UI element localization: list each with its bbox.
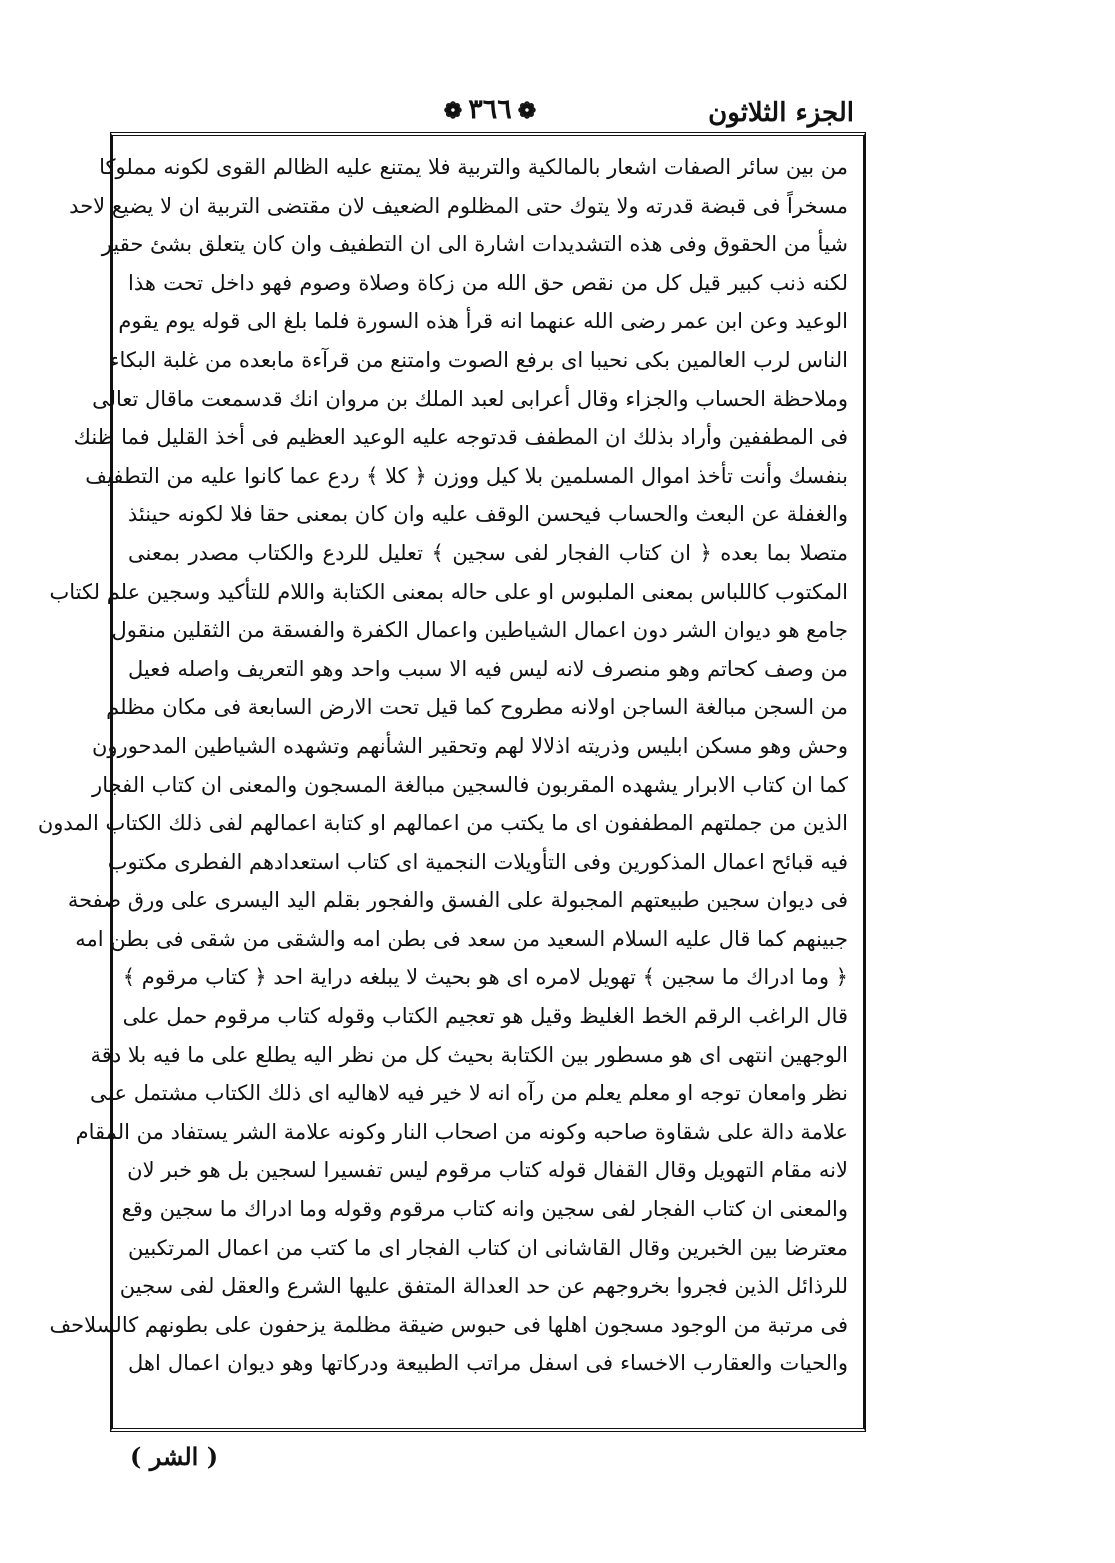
text-line: قال الراغب الرقم الخط الغليظ وقيل هو تعجيم الكتاب وقوله كتاب مرقوم حمل على bbox=[122, 1004, 848, 1029]
text-line: شيأ من الحقوق وفى هذه التشديدات اشارة الى ان التطفيف وان كان يتعلق بشئ حقير bbox=[101, 232, 848, 257]
text-line: جامع هو ديوان الشر دون اعمال الشياطين واعمال الكفرة والفسقة من الثقلين منقول bbox=[111, 618, 848, 643]
text-line: والحيات والعقارب الاخساء فى اسفل مراتب الطبيعة ودركاتها وهو ديوان اعمال اهل bbox=[128, 1351, 848, 1376]
text-line: معترضا بين الخبرين وقال القاشانى ان كتاب الفجار اى ما كتب من اعمال المرتكبين bbox=[128, 1235, 848, 1260]
text-line: الذين من جملتهم المطففون اى ما يكتب من اعمالهم او كتابة اعمالهم لفى ذلك الكتاب المدون bbox=[37, 811, 848, 836]
text-line: المكتوب كاللباس بمعنى الملبوس او على حاله بمعنى الكتابة واللام للتأكيد وسجين علم لكتاب bbox=[49, 579, 848, 604]
text-line: والمعنى ان كتاب الفجار لفى سجين وانه كتاب مرقوم وقوله وما ادراك ما سجين وقع bbox=[121, 1197, 848, 1222]
text-line: من بين سائر الصفات اشعار بالمالكية والتربية فلا يمتنع عليه الظالم القوى لكونه مملوكا bbox=[99, 155, 848, 179]
text-line: بنفسك وأنت تأخذ اموال المسلمين بلا كيل ووزن ﴿ كلا ﴾ ردع عما كانوا عليه من التطفيف bbox=[85, 463, 848, 488]
running-head: الجزء الثلاثون bbox=[708, 98, 854, 128]
text-line: وملاحظة الحساب والجزاء وقال أعرابى لعبد الملك بن مروان انك قدسمعت ماقال تعالى bbox=[92, 386, 848, 411]
text-line: وحش وهو مسكن ابليس وذريته اذلالا لهم وتحقير الشأنهم وتشهده الشياطين المدحورون bbox=[91, 733, 848, 758]
ornament-icon: ❁ bbox=[443, 97, 463, 124]
text-line: للرذائل الذين فجروا بخروجهم عن حد العدالة المتفق عليها الشرع والعقل لفى سجين bbox=[119, 1274, 848, 1299]
text-line: نظر وامعان توجه او معلم يعلم من رآه انه لا خير فيه لاهاليه اى ذلك الكتاب مشتمل على bbox=[90, 1081, 848, 1106]
text-line: من السجن مبالغة الساجن اولانه مطروح كما قيل تحت الارض السابعة فى مكان مظلم bbox=[106, 695, 848, 720]
text-line: فى المطففين وأراد بذلك ان المطفف قدتوجه عليه الوعيد العظيم فى أخذ القليل فما ظنك bbox=[73, 425, 848, 450]
text-line: مسخراً فى قبضة قدرته ولا يتوك حتى المظلوم الضعيف لان مقتضى التربية ان لا يضيع لاحد bbox=[69, 193, 848, 218]
page-number-block bbox=[420, 94, 560, 125]
text-line: الوجهين انتهى اى هو مسطور بين الكتابة بحيث كل من نظر اليه يطلع على ما فيه بلا دقة bbox=[90, 1042, 848, 1067]
text-line: الناس لرب العالمين بكى نحيبا اى برفع الصوت وامتنع من قرآءة مابعده من غلبة البكاء bbox=[109, 347, 848, 372]
catchword: ( الشر ) bbox=[130, 1442, 219, 1471]
text-line: جبينهم كما قال عليه السلام السعيد من سعد فى بطن امه والشقى من شقى فى بطن امه bbox=[75, 926, 848, 951]
text-line: فى مرتبة من الوجود مسجون اهلها فى حبوس ضيقة مظلمة يزحفون على بطونهم كالسلاحف bbox=[49, 1312, 848, 1337]
text-line: فى ديوان سجين طبيعتهم المجبولة على الفسق والفجور بقلم اليد اليسرى على ورق صفحة bbox=[67, 888, 848, 913]
ornament-icon: ❁ bbox=[517, 97, 537, 124]
text-line: متصلا بما بعده ﴿ ان كتاب الفجار لفى سجين ﴾ تعليل للردع والكتاب مصدر بمعنى bbox=[128, 540, 848, 565]
text-line: لانه مقام التهويل وقال القفال قوله كتاب مرقوم ليس تفسيرا لسجين بل هو خبر لان bbox=[127, 1158, 848, 1183]
text-line: والغفلة عن البعث والحساب فيحسن الوقف عليه وان كان بمعنى حقا فلا لكونه حينئذ bbox=[127, 502, 848, 527]
text-line: من وصف كحاتم وهو منصرف لانه ليس فيه الا سبب واحد وهو التعريف واصله فعيل bbox=[128, 656, 848, 681]
text-line: ﴿ وما ادراك ما سجين ﴾ تهويل لامره اى هو بحيث لا يبلغه دراية احد ﴿ كتاب مرقوم ﴾ bbox=[122, 965, 848, 990]
text-line: الوعيد وعن ابن عمر رضى الله عنهما انه قرأ هذه السورة فلما بلغ الى قوله يوم يقوم bbox=[118, 309, 848, 334]
body-text bbox=[37, 148, 848, 1383]
text-line: علامة دالة على شقاوة صاحبه وكونه من اصحاب النار وكونه علامة الشر يستفاد من المقام bbox=[75, 1119, 848, 1144]
page-header bbox=[110, 88, 870, 132]
text-line: لكنه ذنب كبير قيل كل من نقص حق الله من زكاة وصلاة وصوم فهو داخل تحت هذا bbox=[128, 270, 848, 295]
page-number: ٣٦٦ bbox=[468, 94, 512, 125]
text-line: فيه قبائح اعمال المذكورين وفى التأويلات النجمية اى كتاب استعدادهم الفطرى مكتوب bbox=[107, 849, 848, 874]
text-line: كما ان كتاب الابرار يشهده المقربون فالسجين مبالغة المسجون والمعنى ان كتاب الفجار bbox=[92, 772, 848, 797]
